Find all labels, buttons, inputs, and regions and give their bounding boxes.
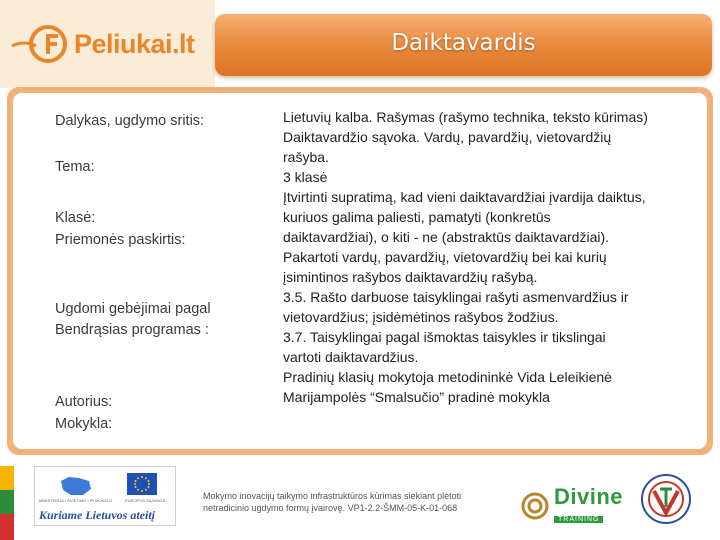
label-school: Mokykla: [55,416,113,432]
title-banner [215,14,712,76]
spiral-icon [520,491,550,521]
value-line: Daiktavardžio sąvoka. Vardų, pavardžių, vietovardžių [283,129,612,145]
funding-logos [34,466,176,526]
label-subject: Dalykas, ugdymo sritis: [55,113,205,129]
value-line: vietovardžius; įsidėmėtinos rašybos žodžius. [283,309,559,325]
label-author: Autorius: [55,394,113,410]
partner-sub: TRAINING [554,516,603,523]
value-line: 3.5. Rašto darbuose taisyklingai rašyti asmenvardžius ir [283,289,629,305]
value-line: vartoti daiktavardžius. [283,349,419,365]
value-line: Įtvirtinti supratimą, kad vieni daiktavardžiai įvardija daiktus, [283,189,646,205]
page-title: Daiktavardis [391,30,536,56]
value-line: Marijampolės “Smalsučio” pradinė mokykla [283,389,550,405]
eu-flag-icon [127,473,157,495]
school-emblem-icon [640,473,692,525]
header-logo-area [0,0,215,88]
value-line: daiktavardžiai), o kiti - ne (abstraktūs daiktavardžiai). [283,229,610,245]
flag-stripe-yellow [0,466,14,490]
value-line: 3.7. Taisyklingai pagal išmoktas taisykles ir tikslingai [283,329,606,345]
value-line: Lietuvių kalba. Rašymas (rašymo technika, teksto kūrimas) [283,109,648,125]
slogan: Kuriame Lietuvos ateitį [39,508,155,522]
eu-text: EUROPOS SĄJUNGA [125,498,166,503]
details-values [283,107,713,407]
flag-stripe-green [0,490,14,514]
lithuania-map-icon [59,475,93,497]
label-topic: Tema: [55,159,95,175]
project-note-line: Mokymo inovacijų taikymo infrastruktūros kūrimas siekiant plėtoti [203,491,462,501]
label-abilities-line2: Bendrąsias programas : [55,322,209,338]
value-line: rašyba. [283,149,329,165]
mouse-logo-icon [10,20,70,68]
logo-text: Peliukai.lt [74,28,195,59]
partner-logo [520,486,623,526]
label-purpose: Priemonės paskirtis: [55,232,186,248]
value-line: kuriuos galima paliesti, pamatyti (konkretūs [283,209,551,225]
value-line: įsimintinos rašybos daiktavardžių rašybą. [283,269,538,285]
label-abilities-line1: Ugdomi gebėjimai pagal [55,301,211,317]
label-grade: Klasė: [55,210,96,226]
flag-stripe-red [0,514,14,540]
value-line: 3 klasė [283,169,328,185]
ministry-text: MINISTERIJA • ŠVIETIMO • IR MOKSLO [39,498,113,503]
project-note [203,490,503,514]
content-card-inner [13,93,707,449]
project-note-line: netradicinio ugdymo formų įvairovę. VP1-2.2-ŠMM-05-K-01-068 [203,503,458,513]
site-logo[interactable] [10,20,195,68]
value-line: Pakartoti vardų, pavardžių, vietovardžių bei kai kurių [283,249,607,265]
content-card [7,87,713,455]
partner-name: Divine [554,484,624,509]
value-line: Pradinių klasių mokytoja metodininkė Vida Leleikienė [283,369,612,385]
